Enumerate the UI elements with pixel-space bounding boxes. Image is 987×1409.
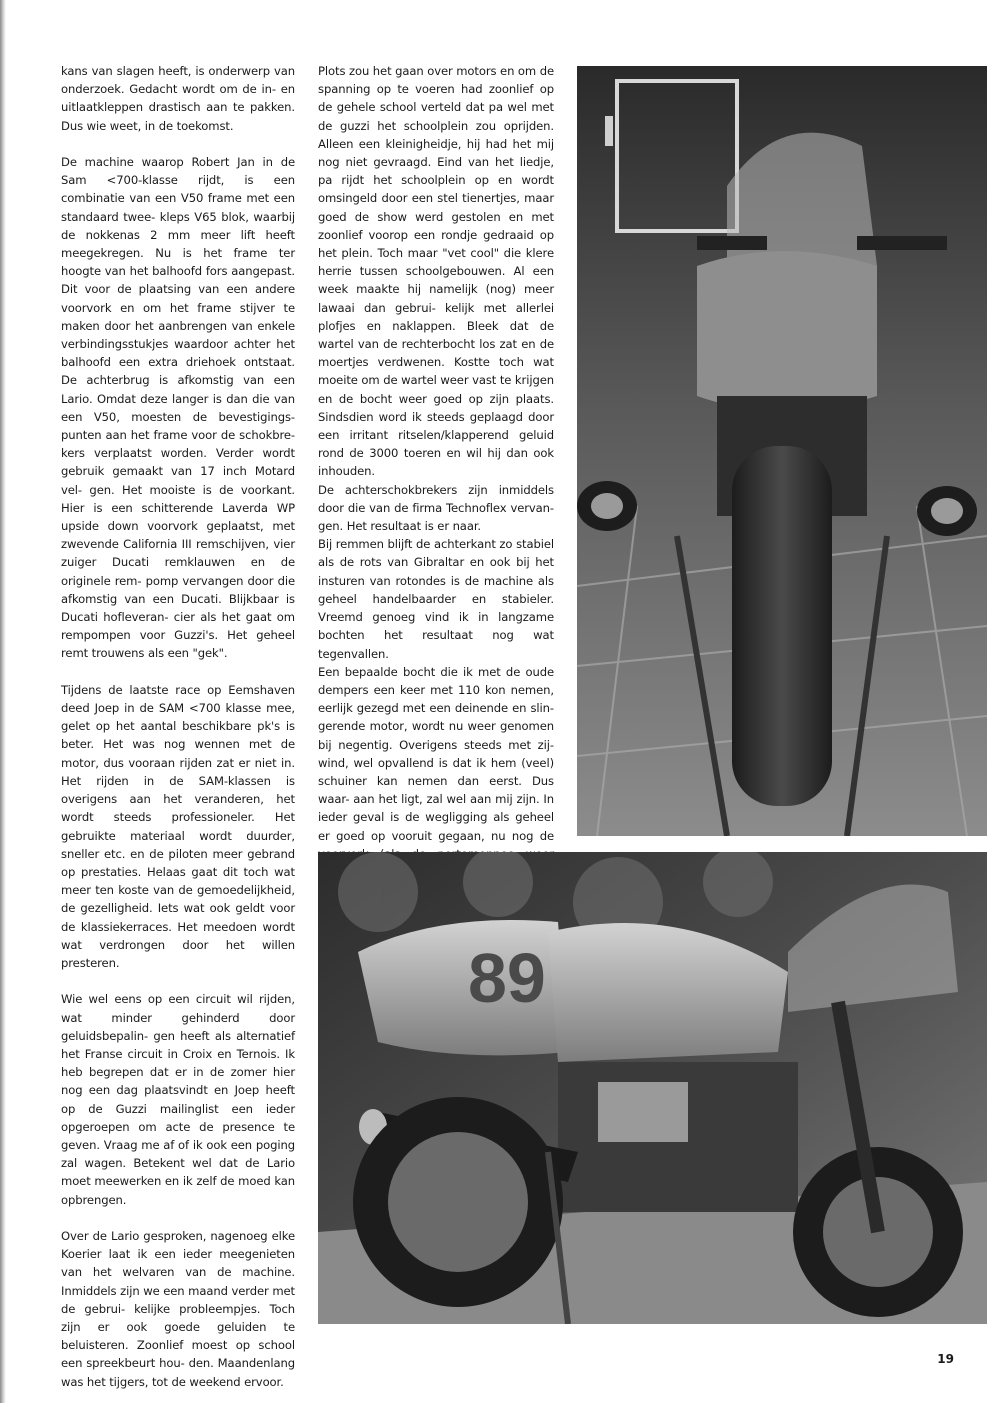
motorcycle-rear-illustration (577, 66, 987, 836)
race-number: 89 (468, 939, 546, 1017)
article-column-left (61, 62, 295, 1409)
paragraph: Plots zou het gaan over motors en om de spanning op te voeren had zoonlief op de gehele school verteld dat pa wel met de guzzi het schoolplein zou oprijden. Alleen een kleinigheidje, hij had het mij nog niet gevraagd. Eind van het liedje, pa rijdt het schoolplein op en wordt omsingeld door een stel tienertjes, maar goed de show werd gestolen en met zoonlief voorop een rondje gedraaid op het plein. Toch maar "vet cool" die klere herrie tussen schoolgebouwen. Al een week maakte hij namelijk (nog) meer lawaai dan gebrui- kelijk met allerlei plofjes en naklappen. Bleek dat de wartel van de rechterbocht los zat en de moertjes verdwenen. Kostte toch wat moeite om de wartel weer vast te krijgen en de bocht weer goed op zijn plaats. Sindsdien word ik steeds geplaagd door een irritant ritselen/klapperend geluid rond de 3000 toeren en wil hij dan ook inhouden. (318, 64, 554, 479)
motorcycle-side-photo (318, 852, 987, 1324)
page-binding-edge (0, 0, 6, 1403)
paragraph: kans van slagen heeft, is onderwerp van onderzoek. Gedacht wordt om de in- en uitlaatkleppen drastisch aan te pakken. Dus wie weet, in de toekomst. (61, 64, 295, 133)
paragraph: Wie wel eens op een circuit wil rijden, wat minder gehinderd door geluidsbepalin- gen heeft als alternatief het Franse circuit in Croix en Ternois. Ik heb begrepen dat er in de zomer hier nog een dag plaatsvindt en Joep heeft op de Guzzi mailinglist een ieder opgeroepen om acte de presence te geven. Vraag me af of ik ook een poging zal wagen. Betekent wel dat de Lario moet meewerken en ik zelf de moed kan opbrengen. (61, 992, 295, 1207)
paragraph: Tijdens de laatste race op Eemshaven deed Joep in de SAM <700 klasse mee, gelet op het aantal beschikbare pk's is beter. Het was nog wennen met de motor, dus vooraan rijden zat er niet in. Het rijden in de SAM-klassen is overigens aan het veranderen, het wordt steeds professioneler. Het gebruikte materiaal wordt duurder, sneller etc. en de piloten meer gebrand op prestaties. Helaas gaat dit toch wat meer ten koste van de gemoedelijkheid, de gezelligheid. Iets wat ook geldt voor de klassiekerraces. Het meedoen wordt wat verdrongen door het willen presteren. (61, 682, 295, 970)
motorcycle-side-illustration (318, 852, 987, 1324)
page-number: 19 (937, 1352, 954, 1366)
paragraph: De achterschokbrekers zijn inmiddels door die van de firma Technoflex vervan- gen. Het resultaat is er naar. (318, 482, 554, 534)
motorcycle-rear-photo (577, 66, 987, 836)
paragraph: De machine waarop Robert Jan in de Sam <700-klasse rijdt, is een combinatie van een V50 frame met een standaard twee- kleps V65 blok, waarbij de nokkenas 2 mm meer lift heeft meegekregen. Nu is het frame ter hoogte van het balhoofd fors aangepast. Dit voor de plaatsing van een andere voorvork en om het frame stijver te maken door het aanbrengen van enkele verbindingsstukjes waardoor achter het balhoofd een extra driehoek ontstaat. De achterbrug is afkomstig van een Lario. Omdat deze langer is dan die van een V50, moesten de bevestigings- punten aan het frame voor de schokbre- kers verplaatst worden. Verder wordt gebruik gemaakt van 17 inch Motard vel- gen. Het mooiste is de voorkant. Hier is een schitterende Laverda WP upside down voorvork geplaatst, met zwevende California III remschijven, vier zuiger Ducati remklauwen en de originele rem- pomp vervangen door die afkomstig van een Ducati. Blijkbaar is Ducati hofleveran- cier als het gaat om rempompen voor Guzzi's. Het geheel remt trouwens als een "gek". (61, 155, 295, 661)
paragraph: Een bepaalde bocht die ik met de oude dempers een keer met 110 kon nemen, eerlijk gezegd met een deinende en slin- gerende motor, wordt nu weer genomen bij negentig. Overigens steeds met zij- wind, wel opvallend is dat ik hem (veel) schuiner kan nemen dan eerst. Dus waar- aan het ligt, zal wel aan mij zijn. In ieder geval is de wegligging als geheel er goed op vooruit gegaan, nu nog de (318, 664, 554, 843)
paragraph: Over de Lario gesproken, nagenoeg elke Koerier laat ik een ieder meegenieten van het welvaren van de machine. Inmiddels zijn we een maand verder met de gebrui- kelijke probleempjes. Toch zijn er ook goede geluiden te beluisteren. Zoonlief moest op school een spreekbeurt hou- den. Maandenlang was het tijgers, tot de weekend ervoor. (61, 1228, 295, 1389)
paragraph: Bij remmen blijft de achterkant zo stabiel als de rots van Gibraltar en ook bij het insturen van rotondes is de machine als geheel handelbaarder en stabieler. Vreemd genoeg vind ik in langzame bochten het resultaat nog wat tegenvallen. (318, 537, 554, 661)
article-column-middle (318, 62, 554, 881)
